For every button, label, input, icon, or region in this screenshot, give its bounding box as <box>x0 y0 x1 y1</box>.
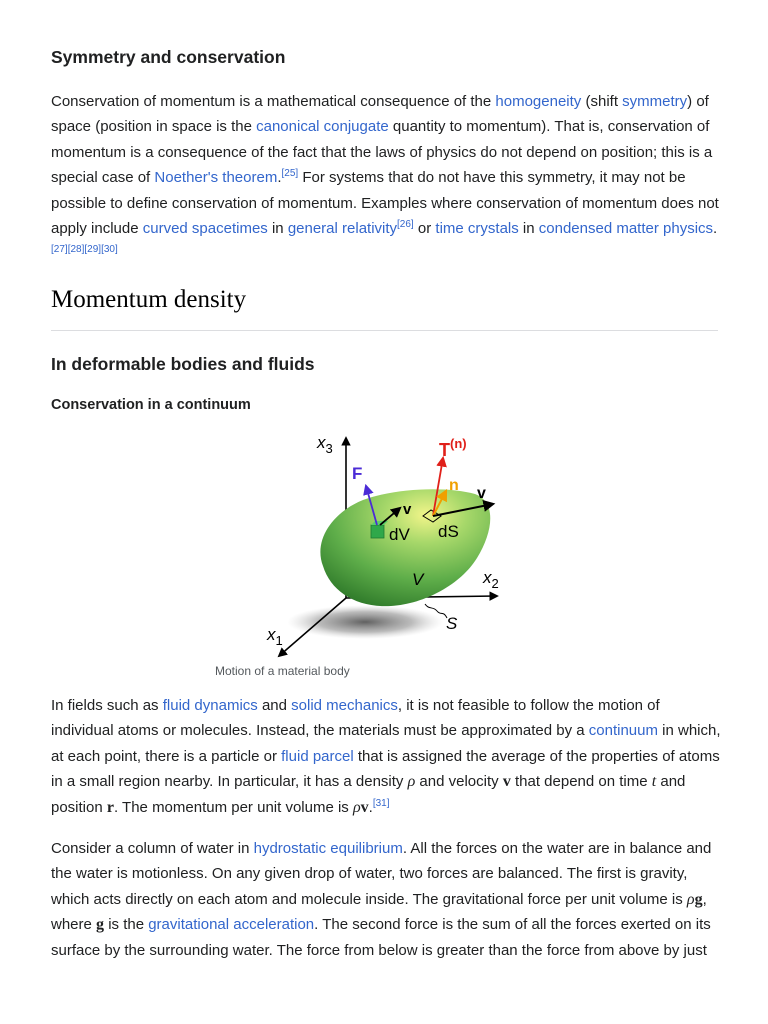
label-x2: $x_2$ <box>483 568 499 591</box>
link-continuum[interactable]: continuum <box>588 722 658 740</box>
material-body-diagram <box>215 428 515 664</box>
label-velocity-inner: v <box>403 501 412 518</box>
label-velocity-surface: v <box>477 485 486 502</box>
label-dS: dS <box>438 522 459 541</box>
link-general-relativity[interactable]: general relativity <box>287 220 398 238</box>
label-x1: $x_1$ <box>267 625 283 648</box>
link-time-crystals[interactable]: time crystals <box>435 220 519 238</box>
figure-caption: Motion of a material body <box>215 664 350 678</box>
reference-30[interactable]: [30] <box>101 244 118 256</box>
link-canonical-conjugate[interactable]: canonical conjugate <box>256 118 389 136</box>
label-force: F <box>352 464 363 483</box>
link-hydrostatic-equilibrium[interactable]: hydrostatic equilibrium <box>253 840 403 857</box>
heading-divider <box>51 330 718 331</box>
section-heading-symmetry: Symmetry and conservation <box>51 47 286 67</box>
label-S: S <box>446 614 458 633</box>
link-condensed-matter-physics[interactable]: condensed matter physics <box>538 220 714 238</box>
reference-29[interactable]: [29] <box>84 244 102 256</box>
volume-element-cube <box>371 525 384 538</box>
paragraph-continuum: In fields such as fluid dynamics and solid mechanics, it is not feasible to follow the motion of individual atoms or molecules. Instead, the materials must be approximated by a continuum in which, at each point, there is a particle or fluid parcel that is assigned the average of the properties of atoms in a small region nearby. In particular, it has a density ρ and velocity v that depend on time t and position r. The momentum per unit volume is ρv.[31] <box>51 697 721 816</box>
reference-25[interactable]: [25] <box>281 168 299 180</box>
reference-28[interactable]: [28] <box>67 244 85 256</box>
reference-26[interactable]: [26] <box>397 219 414 231</box>
label-traction: $T^{(n)}$ <box>439 436 467 460</box>
link-gravitational-acceleration[interactable]: gravitational acceleration <box>148 916 315 934</box>
link-homogeneity[interactable]: homogeneity <box>495 93 582 110</box>
subsubsection-heading-continuum: Conservation in a continuum <box>51 397 251 413</box>
label-V: V <box>412 570 424 589</box>
link-noethers-theorem[interactable]: Noether's theorem <box>154 169 278 187</box>
label-x3: $x_3$ <box>317 433 333 456</box>
link-solid-mechanics[interactable]: solid mechanics <box>291 697 398 714</box>
paragraph-hydrostatic: Consider a column of water in hydrostatic equilibrium. All the forces on the water are in balance and the water is motionless. On any given drop of water, two forces are balanced. The first is gravity, which acts directly on each atom and molecule inside. The gravitational force per unit volume is ρg, where g is the gravitational acceleration. The second force is the sum of all the forces exerted on its surface by the surrounding water. The force from below is greater than the force from above by just <box>51 840 712 959</box>
link-curved-spacetimes[interactable]: curved spacetimes <box>142 220 268 238</box>
section-heading-momentum-density: Momentum density <box>51 286 247 313</box>
subsection-heading-deformable: In deformable bodies and fluids <box>51 354 315 374</box>
paragraph-symmetry: Conservation of momentum is a mathematical consequence of the homogeneity (shift symmetry) of space (position in space is the canonical conjugate quantity to momentum). That is, conservation of momentum is a consequence of the fact that the laws of physics do not depend on position; this is a special case of Noether's theorem.[25] For systems that do not have this symmetry, it may not be possible to define conservation of momentum. Examples where conservation of momentum does not apply include curved spacetimes in general relativity[26] or time crystals in condensed matter physics.[27][28][29][30] <box>51 93 719 256</box>
body-shadow <box>287 605 443 639</box>
label-dV: dV <box>389 525 410 544</box>
label-normal: n <box>449 477 459 494</box>
link-symmetry[interactable]: symmetry <box>622 93 688 110</box>
link-fluid-parcel[interactable]: fluid parcel <box>281 747 354 765</box>
reference-27[interactable]: [27] <box>51 244 68 256</box>
material-body-figure <box>215 428 515 688</box>
link-fluid-dynamics[interactable]: fluid dynamics <box>162 697 258 714</box>
reference-31[interactable]: [31] <box>372 797 390 809</box>
